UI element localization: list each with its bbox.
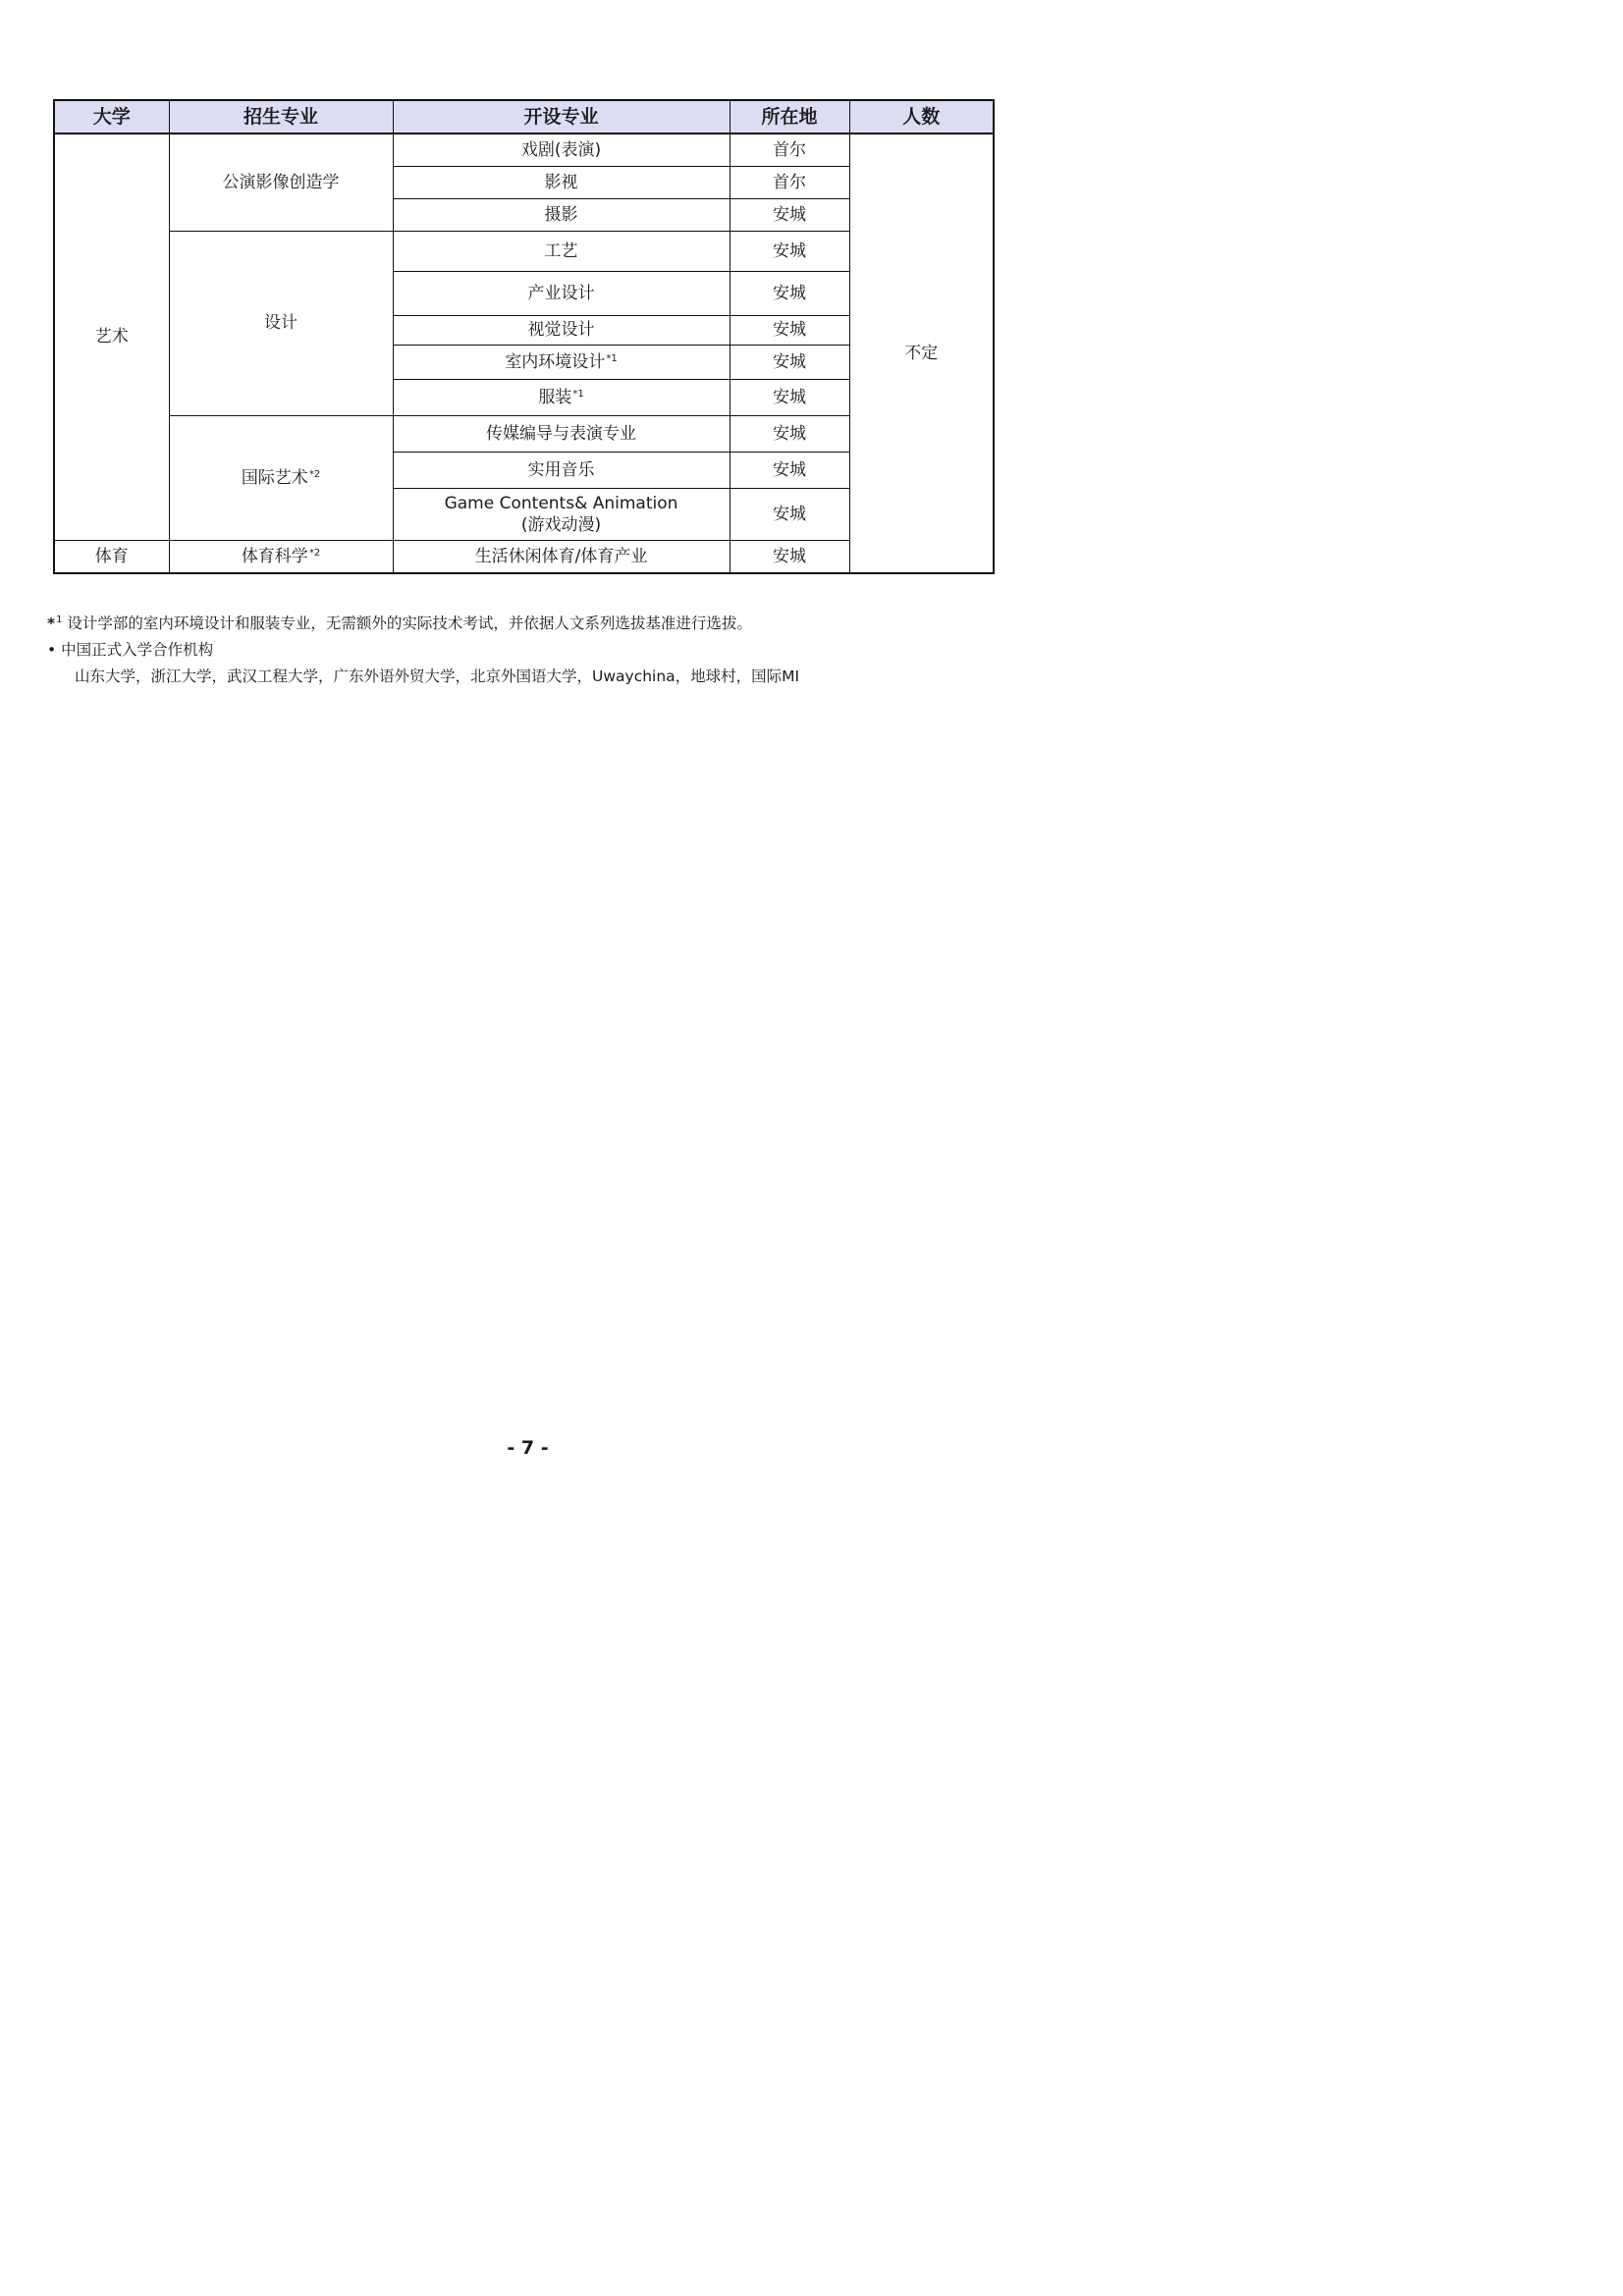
header-offered-major: 开设专业 [393,100,730,133]
footnote-1-mark: * [47,614,56,632]
offered-major: 戏剧(表演) [393,133,730,167]
partners-list: 山东大学，浙江大学，武汉工程大学，广东外语外贸大学，北京外国语大学，Uwaychina，地球村，国际MI [75,667,800,685]
table-row [54,133,994,167]
offered-major-line1: Game Contents& Animation [444,493,678,513]
admissions-table [53,99,995,574]
location: 安城 [730,541,849,574]
group-sport-science-label: 体育科学 [241,546,308,566]
offered-major: 工艺 [393,232,730,272]
footnote-ref-2: *2 [308,547,321,559]
partners-heading [47,637,799,664]
bullet-icon: • [47,641,57,659]
location: 安城 [730,380,849,416]
group-performance: 公演影像创造学 [169,133,393,232]
group-intl-art [169,416,393,541]
footnote-ref-1: *1 [572,388,584,400]
location: 安城 [730,489,849,541]
notes-section [47,607,799,690]
college-sport: 体育 [54,541,169,574]
location: 安城 [730,346,849,380]
footnote-ref-2: *2 [308,468,321,480]
location: 安城 [730,453,849,489]
offered-major: 传媒编导与表演专业 [393,416,730,453]
offered-major-label: 服装 [538,387,572,407]
footnote-ref-1: *1 [606,352,618,364]
table-header-row [54,100,994,133]
group-intl-art-label: 国际艺术 [241,467,308,488]
footnote-1 [47,607,799,637]
footnote-1-sup: 1 [56,614,63,625]
offered-major: 影视 [393,167,730,199]
page-number: - 7 - [507,1437,549,1459]
group-design: 设计 [169,232,393,416]
offered-major-line2: (游戏动漫) [520,515,602,535]
offered-major-with-note [393,346,730,380]
offered-major: 产业设计 [393,272,730,316]
group-sport-science [169,541,393,574]
location: 安城 [730,232,849,272]
location: 安城 [730,416,849,453]
offered-major: 摄影 [393,199,730,232]
header-admission-major: 招生专业 [169,100,393,133]
offered-major: 生活休闲体育/体育产业 [393,541,730,574]
offered-major-with-note [393,380,730,416]
footnote-1-text: 设计学部的室内环境设计和服装专业，无需额外的实际技术考试，并依据人文系列选拔基准进行选拔。 [67,614,752,632]
offered-major: 视觉设计 [393,316,730,346]
offered-major-two-line [393,489,730,541]
location: 安城 [730,316,849,346]
location: 首尔 [730,167,849,199]
header-college: 大学 [54,100,169,133]
offered-major: 实用音乐 [393,453,730,489]
partners-title: 中国正式入学合作机构 [61,641,214,659]
offered-major-label: 室内环境设计 [505,351,606,372]
location: 首尔 [730,133,849,167]
quota-cell: 不定 [849,133,994,573]
college-art: 艺术 [54,133,169,541]
location: 安城 [730,199,849,232]
header-quota: 人数 [849,100,994,133]
location: 安城 [730,272,849,316]
header-location: 所在地 [730,100,849,133]
